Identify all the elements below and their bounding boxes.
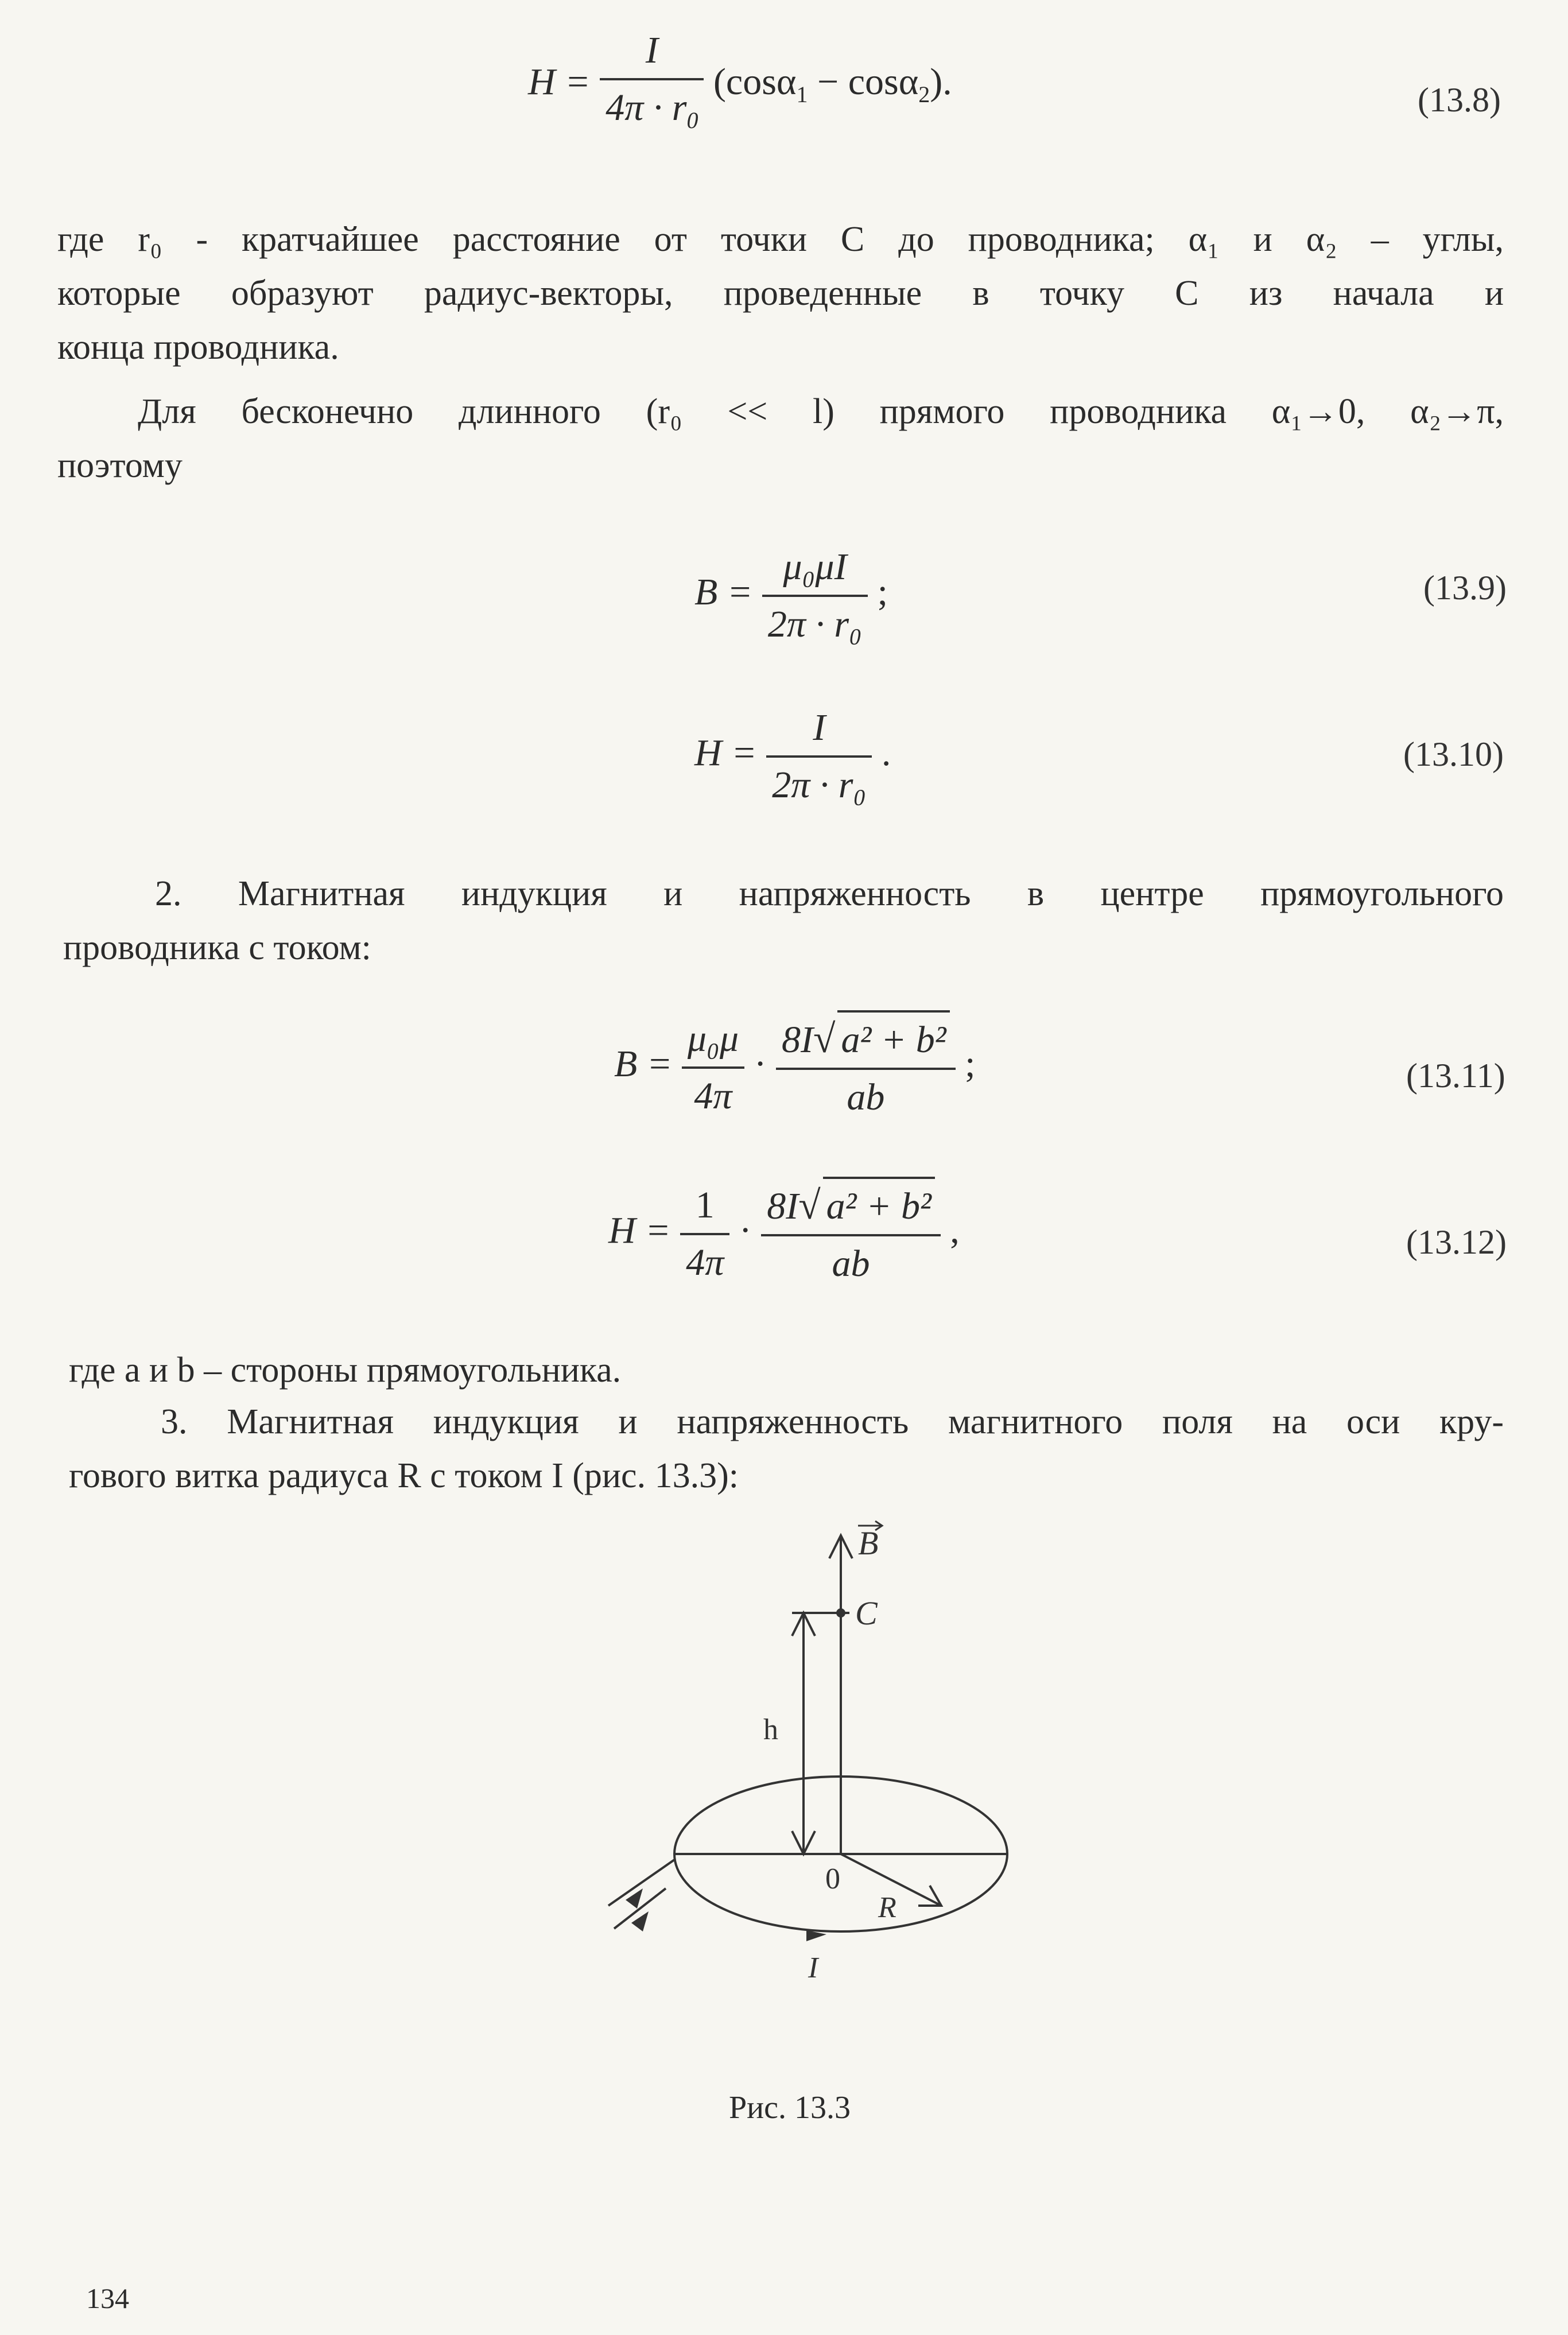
equation-number: (13.8): [1418, 81, 1501, 119]
equation-13-10: H = $\frac{I}{\text{2π · r₀}}$ .: [694, 700, 891, 813]
figure-13-3: [597, 1510, 1010, 2026]
equation-13-11: B = $\frac{\text{μ₀μ}}{4\pi}$ · $\frac{\text{8I√ a² + b²}}{ab}$ ;: [614, 1010, 975, 1125]
equation-13-12: H = $\frac{1}{4\pi}$ · $\frac{\text{8I√ a² + b²}}{ab}$ ,: [608, 1177, 960, 1291]
eq-tail: (cosα$_1$ − cosα$_2$).: [713, 61, 952, 108]
label-h: h: [763, 1713, 778, 1746]
equation-13-9: B = $\frac{\text{μ₀μI}}{\text{2π · r₀}}$ ;: [694, 540, 888, 652]
equation-number: (13.11): [1406, 1057, 1505, 1095]
page-number: 134: [86, 2282, 129, 2314]
label-r: R: [878, 1891, 896, 1924]
label-i: I: [808, 1952, 818, 1984]
eq-lhs: H =: [528, 61, 591, 103]
equation-number: (13.10): [1403, 735, 1504, 773]
equation-number: (13.12): [1406, 1223, 1507, 1261]
current-lead-in: [608, 1860, 674, 1906]
paragraph-r0-definition: где r₀ - кратчайшее расстояние от точки C до проводника; α₁ и α₂ – углы, которые образуют радиус-векторы, проведенные в точку C из начала и конца проводника.: [57, 220, 1504, 367]
equation-number: (13.9): [1423, 569, 1507, 607]
label-c: C: [855, 1595, 878, 1632]
eq-denominator: $4\pi \cdot r_0$: [606, 87, 698, 134]
figure-caption: Рис. 13.3: [729, 2090, 851, 2125]
paragraph-rectangle-sides: где a и b – стороны прямоугольника.: [69, 1351, 622, 1390]
label-b: B: [858, 1525, 879, 1562]
point-c: [836, 1608, 845, 1618]
paragraph-circular-loop: 3. Магнитная индукция и напряженность магнитного поля на оси кру- гового витка радиуса R с током I (рис. 13.3):: [69, 1402, 1504, 1495]
paragraph-infinite-conductor: Для бесконечно длинного (r₀ << l) прямого проводника α₁→0, α₂→π, поэтому: [57, 392, 1504, 485]
eq-numerator: I: [600, 23, 704, 80]
paragraph-rectangular-conductor: 2. Магнитная индукция и напряженность в центре прямоугольного проводника с током:: [63, 874, 1504, 967]
eq-fraction: [600, 23, 704, 148]
equation-13-8: [528, 23, 952, 148]
label-origin: 0: [825, 1863, 840, 1895]
